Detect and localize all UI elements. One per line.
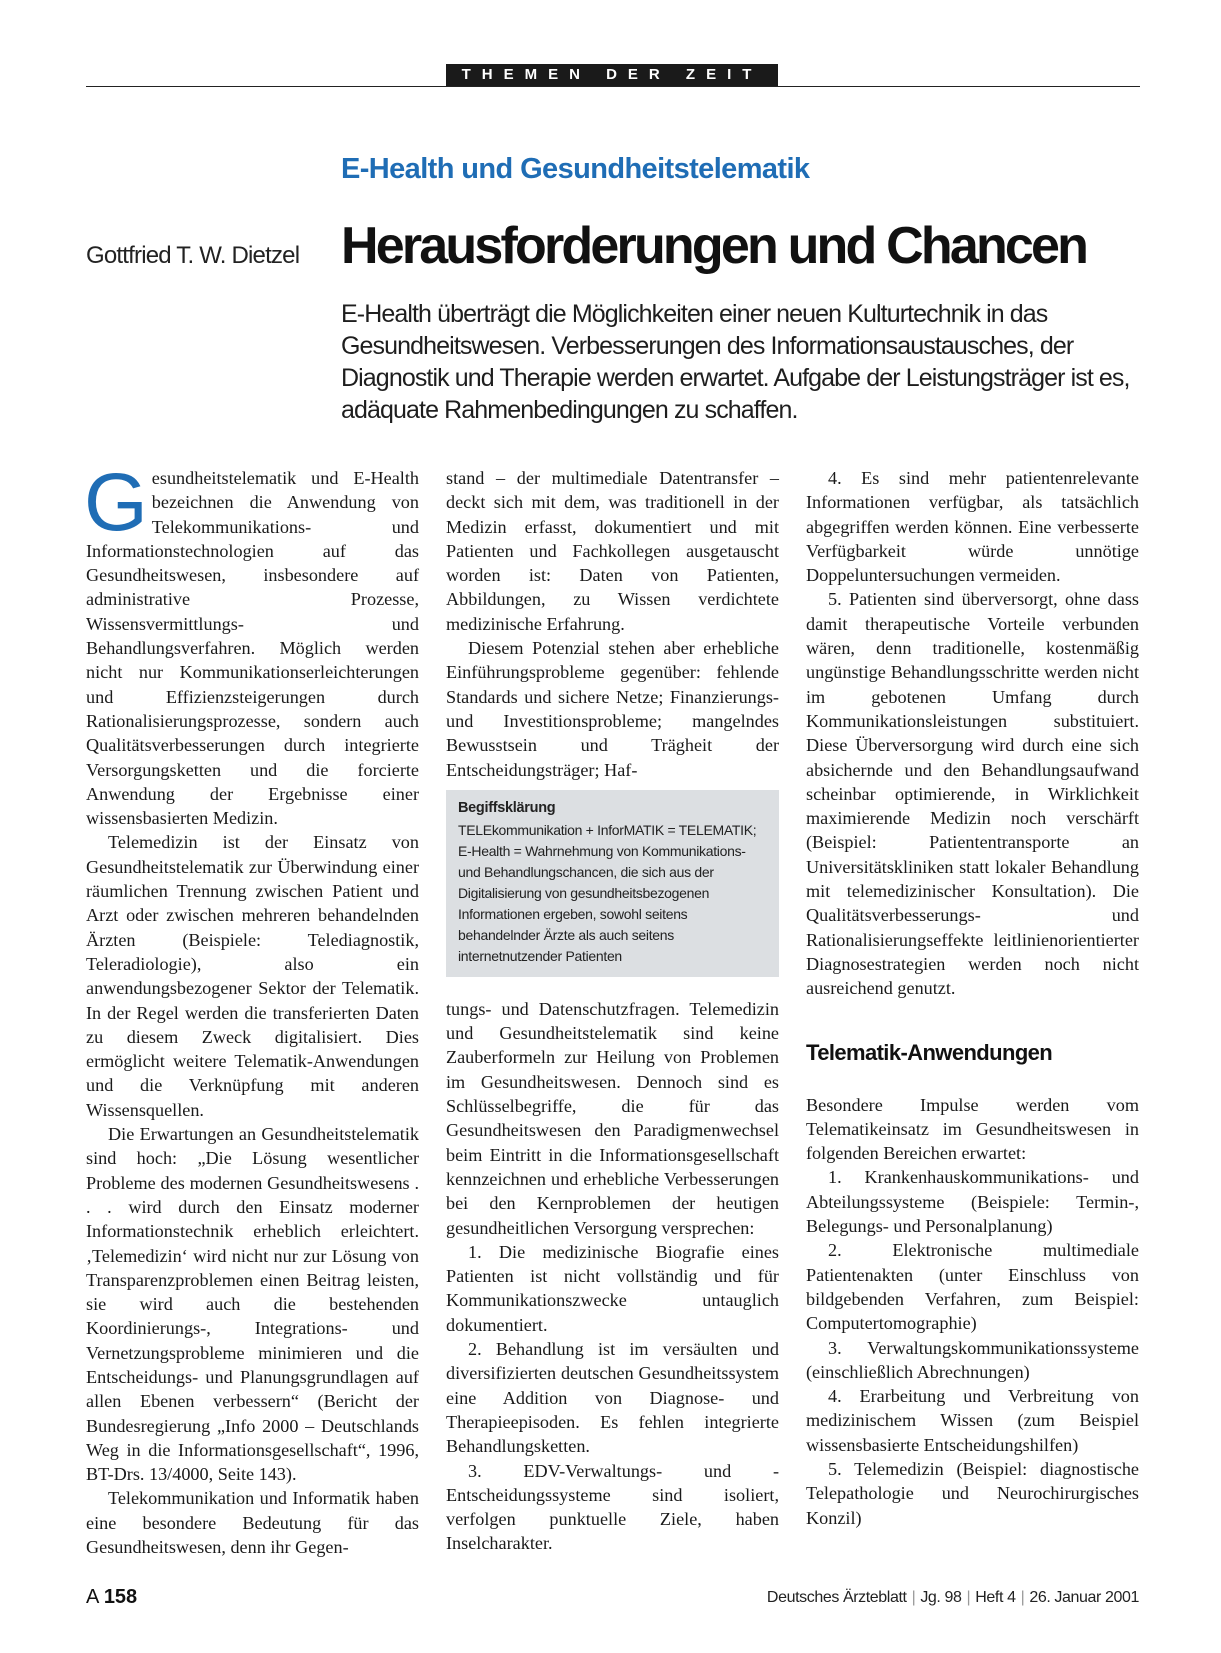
list-item: 5. Patienten sind überversorgt, ohne dass damit therapeutische Vorteile verbunden wären, denn traditionelle, kostenmäßig ungünstige Behandlungsschritte werden nicht im gebotenen Umfang durch Kommunikationsleistungen substituiert. Diese Überversorgung wird durch eine sich absichernde und den Behandlungsaufwand scheinbar optimierende, in Wirklichkeit maximierende Medizin noch verschärft (Beispiel: Patiententransporte an Universitätskliniken statt lokaler Behandlung mit telemedizinischer Konsultation). Die Qualitätsverbesserungs- und Rationalisierungseffekte leitlinienorientierter Diagnosestrategien werden noch nicht ausreichend genutzt. [806, 589, 1139, 999]
journal-date: 26. Januar 2001 [1029, 1589, 1139, 1606]
page-number-value: 158 [103, 1586, 138, 1608]
list-item: 3. Verwaltungskommunikationssysteme (einschließlich Abrechnungen) [806, 1337, 1139, 1382]
list-item: 1. Krankenhauskommunikations- und Abteilungssysteme (Beispiele: Termin-, Belegungs- und Personalplanung) [806, 1167, 1139, 1237]
separator: | [911, 1589, 916, 1606]
page-prefix: A [86, 1586, 99, 1608]
definition-box-text: TELEkommunikation + InforMATIK = TELEMATIK; E-Health = Wahrnehmung von Kommunikations- und Behandlungschancen, die sich aus der Digitalisierung von gesundheitsbezogenen Informationen ergeben, sowohl seitens behandelnder Ärzte als auch seitens internetnutzender Patienten [458, 821, 757, 964]
text-column-2 [446, 466, 779, 1556]
paragraph: Telemedizin ist der Einsatz von Gesundheitstelematik zur Überwindung einer räumlichen Trennung zwischen Patient und Arzt oder zwischen mehreren behandelnden Ärzten (Beispiele: Telediagnostik, Teleradiologie), also ein anwendungsbezogener Sektor der Telematik. In der Regel werden die transferierten Daten zu diesem Zweck digitalisiert. Dies ermöglicht weitere Telematik-Anwendungen und die Verknüpfung mit anderen Wissensquellen. [86, 832, 419, 1120]
list-item: 2. Behandlung ist im versäulten und diversifizierten deutschen Gesundheitssystem eine Addition von Diagnose- und Therapieepisoden. Es fehlen integrierte Behandlungsketten. [446, 1339, 779, 1457]
definition-box [446, 790, 779, 977]
list-item: 4. Es sind mehr patientenrelevante Informationen verfügbar, als tatsächlich abgegriffen werden können. Eine verbesserte Verfügbarkeit würde unnötige Doppeluntersuchungen vermeiden. [806, 468, 1139, 586]
journal-info [767, 1586, 1139, 1610]
paragraph [84, 457, 419, 830]
separator: | [1020, 1589, 1025, 1606]
article-headline: Herausforderungen und Chancen [341, 217, 1087, 275]
paragraph: Diesem Potenzial stehen aber erhebliche Einführungsprobleme gegenüber: fehlende Standards und sichere Netze; Finanzierungs- und Investitionsprobleme; mangelndes Bewusstsein und Trägheit der Entscheidungsträger; Haf- [446, 638, 779, 780]
article-author: Gottfried T. W. Dietzel [86, 242, 300, 269]
paragraph: Die Erwartungen an Gesundheitstelematik sind hoch: „Die Lösung wesentlicher Probleme des modernen Gesundheitswesens . . . wird durch den Einsatz moderner Informationstechnik erheblich erleichtert. ‚Telemedizin‘ wird nicht nur zur Lösung von Transparenzproblemen einen Beitrag leisten, sie wird auch die bestehenden Koordinierungs-, Integrations- und Vernetzungsprobleme minimieren und die Entscheidungs- und Planungsgrundlagen auf allen Ebenen verbessern“ (Bericht der Bundesregierung „Info 2000 – Deutschlands Weg in die Informationsgesellschaft“, 1996, BT-Drs. 13/4000, Seite 143). [86, 1124, 419, 1485]
section-subheading: Telematik-Anwendungen [806, 1039, 1053, 1065]
definition-box-title: Begiffsklärung [458, 799, 556, 816]
text-column-1 [84, 457, 419, 1559]
journal-volume: Jg. 98 [920, 1589, 962, 1606]
list-item: 3. EDV-Verwaltungs- und -Entscheidungssysteme sind isoliert, verfolgen punktuelle Ziele, haben Inselcharakter. [446, 1460, 779, 1554]
section-label: THEMEN DER ZEIT [446, 64, 778, 86]
separator: | [966, 1589, 971, 1606]
paragraph: stand – der multimediale Datentransfer – deckt sich mit dem, was traditionell in der Medizin erfasst, dokumentiert und mit Patienten und Fachkollegen ausgetauscht worden ist: Daten von Patienten, Abbildungen, zu Wissen verdichtete medizinische Erfahrung. [446, 468, 779, 634]
paragraph: tungs- und Datenschutzfragen. Telemedizin und Gesundheitstelematik sind keine Zauberformeln zur Heilung von Problemen im Gesundheitswesen. Dennoch sind es Schlüsselbegriffe, die für das Gesundheitswesen den Paradigmenwechsel beim Eintritt in die Informationsgesellschaft kennzeichnen und erhebliche Verbesserungen bei den Kernproblemen der heutigen gesundheitlichen Versorgung versprechen: [446, 998, 779, 1238]
paragraph-text: esundheitstelematik und E-Health bezeichnen die Anwendung von Telekommunikations- und Informationstechnologien auf das Gesundheitswesen, insbesondere auf administrative Prozesse, Wissensvermittlungs- und Behandlungsverfahren. Möglich werden nicht nur Kommunikationserleichterungen und Effizienzsteigerungen durch Rationalisierungsprozesse, sondern auch Qualitätsverbesserungen durch integrierte Versorgungsketten und die forcierte Anwendung der Ergebnisse einer wissensbasierten Medizin. [86, 468, 419, 829]
page-number [86, 1584, 137, 1610]
header-rule [86, 86, 1140, 87]
list-item: 1. Die medizinische Biografie eines Patienten ist nicht vollständig und für Kommunikationszwecke untauglich dokumentiert. [446, 1241, 779, 1335]
paragraph: Telekommunikation und Informatik haben eine besondere Bedeutung für das Gesundheitswesen, denn ihr Gegen- [86, 1488, 419, 1558]
journal-issue: Heft 4 [975, 1589, 1016, 1606]
list-item: 2. Elektronische multimediale Patientenakten (unter Einschluss von bildgebenden Verfahren, zum Beispiel: Computertomographie) [806, 1240, 1139, 1334]
journal-name: Deutsches Ärzteblatt [766, 1589, 907, 1606]
paragraph: Besondere Impulse werden vom Telematikeinsatz im Gesundheitswesen in folgenden Bereichen erwartet: [806, 1094, 1139, 1164]
article-kicker: E-Health und Gesundheitstelematik [341, 153, 810, 185]
list-item: 4. Erarbeitung und Verbreitung von medizinischem Wissen (zum Beispiel wissensbasierte Entscheidungshilfen) [806, 1386, 1139, 1455]
text-column-3 [806, 466, 1139, 1530]
list-item: 5. Telemedizin (Beispiel: diagnostische Telepathologie und Neurochirurgisches Konzil) [806, 1458, 1139, 1528]
article-lead: E-Health überträgt die Möglichkeiten einer neuen Kulturtechnik in das Gesundheitswesen. Verbesserungen des Informationsaustausches, der Diagnostik und Therapie werden erwartet. Aufgabe der Leistungsträger ist es, adäquate Rahmenbedingungen zu schaffen. [341, 300, 1130, 424]
drop-cap: G [84, 457, 148, 548]
